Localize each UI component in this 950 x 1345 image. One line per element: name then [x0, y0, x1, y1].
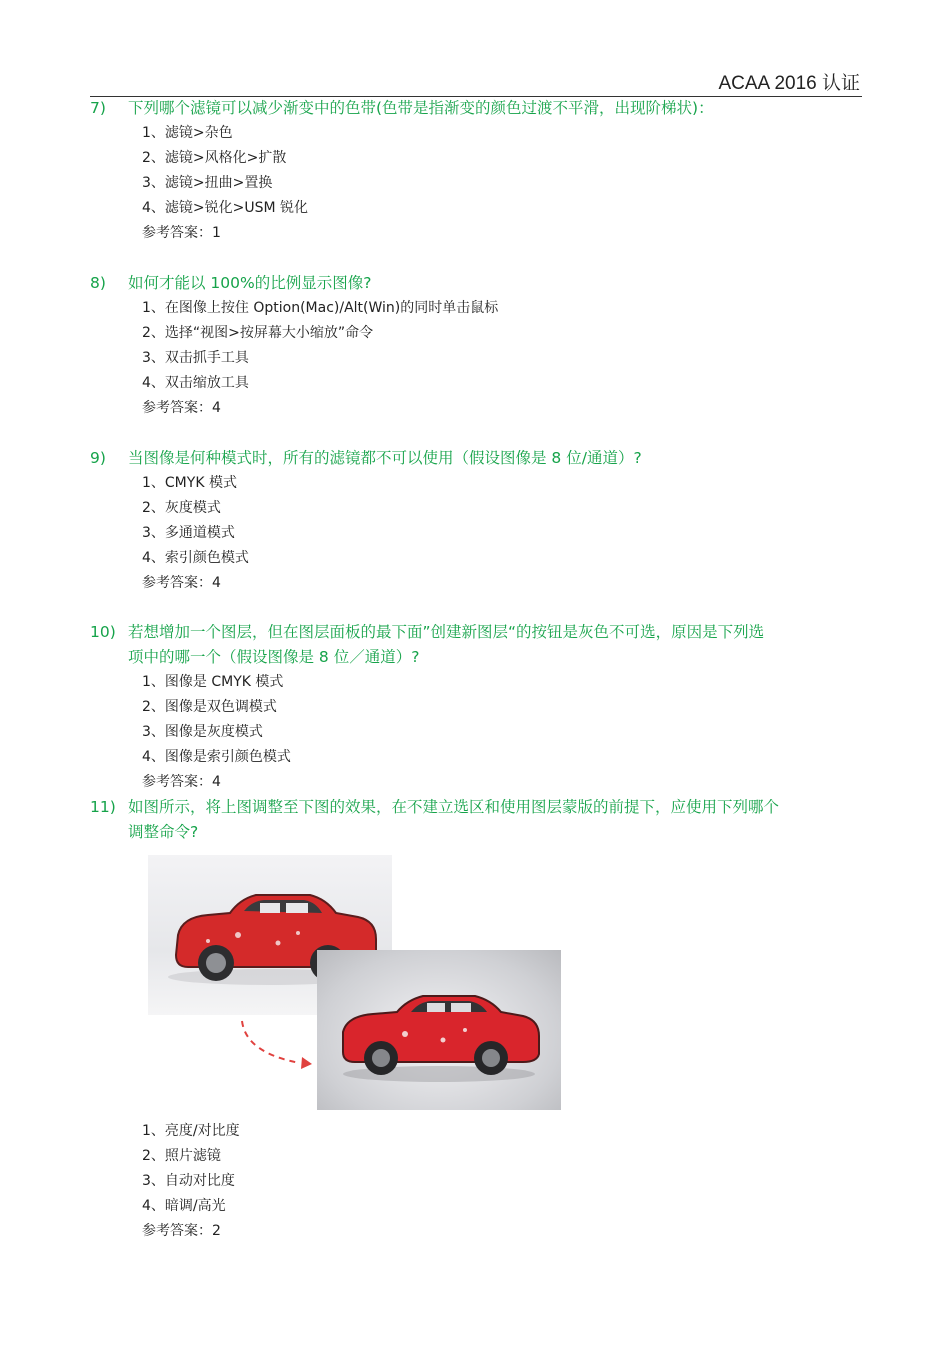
option-1: 1、在图像上按住 Option(Mac)/Alt(Win)的同时单击鼠标 — [142, 300, 499, 316]
dashed-arrow-icon — [236, 1017, 316, 1072]
after-image — [317, 950, 561, 1110]
question-number: 10) — [90, 623, 116, 641]
option-2: 2、照片滤镜 — [142, 1148, 221, 1164]
question-10 — [90, 620, 865, 795]
option-4: 4、索引颜色模式 — [142, 550, 249, 566]
option-3: 3、图像是灰度模式 — [142, 724, 263, 740]
option-1: 1、CMYK 模式 — [142, 475, 237, 491]
question-text-line-1: 若想增加一个图层，但在图层面板的最下面”创建新图层“的按钮是灰色不可选，原因是下列选 — [128, 623, 765, 641]
option-1: 1、滤镜>杂色 — [142, 125, 233, 141]
header-title: ACAA 2016 认证 — [718, 73, 860, 94]
question-text-line-2: 项中的哪一个（假设图像是 8 位／通道）? — [128, 648, 420, 666]
option-1: 1、图像是 CMYK 模式 — [142, 674, 284, 690]
question-text: 下列哪个滤镜可以减少渐变中的色带(色带是指渐变的颜色过渡不平滑，出现阶梯状)： — [128, 99, 714, 117]
question-number: 11) — [90, 798, 116, 816]
question-text-line-2: 调整命令? — [128, 823, 199, 841]
question-text: 当图像是何种模式时，所有的滤镜都不可以使用（假设图像是 8 位/通道）? — [128, 449, 642, 467]
adjustment-figure — [148, 855, 568, 1115]
option-3: 3、多通道模式 — [142, 525, 235, 541]
answer: 参考答案：4 — [142, 400, 221, 416]
option-3: 3、滤镜>扭曲>置换 — [142, 175, 273, 191]
option-4: 4、双击缩放工具 — [142, 375, 249, 391]
question-11-options — [90, 1119, 865, 1244]
question-7 — [90, 96, 865, 246]
answer: 参考答案：1 — [142, 225, 221, 241]
answer: 参考答案：2 — [142, 1223, 221, 1239]
option-1: 1、亮度/对比度 — [142, 1123, 240, 1139]
option-2: 2、灰度模式 — [142, 500, 221, 516]
question-9 — [90, 446, 865, 596]
option-2: 2、滤镜>风格化>扩散 — [142, 150, 287, 166]
question-text-line-1: 如图所示，将上图调整至下图的效果，在不建立选区和使用图层蒙版的前提下，应使用下列哪个 — [128, 798, 780, 816]
question-number: 7) — [90, 99, 106, 117]
page-header — [90, 66, 862, 97]
question-11 — [90, 795, 865, 845]
question-8 — [90, 271, 865, 421]
answer: 参考答案：4 — [142, 575, 221, 591]
option-4: 4、滤镜>锐化>USM 锐化 — [142, 200, 309, 216]
question-number: 8) — [90, 274, 106, 292]
option-4: 4、暗调/高光 — [142, 1198, 226, 1214]
option-3: 3、自动对比度 — [142, 1173, 235, 1189]
option-4: 4、图像是索引颜色模式 — [142, 749, 291, 765]
toy-car-after — [317, 950, 561, 1110]
option-2: 2、选择“视图>按屏幕大小缩放”命令 — [142, 325, 374, 341]
option-2: 2、图像是双色调模式 — [142, 699, 277, 715]
question-number: 9) — [90, 449, 106, 467]
question-text: 如何才能以 100%的比例显示图像? — [128, 274, 372, 292]
answer: 参考答案：4 — [142, 774, 221, 790]
option-3: 3、双击抓手工具 — [142, 350, 249, 366]
